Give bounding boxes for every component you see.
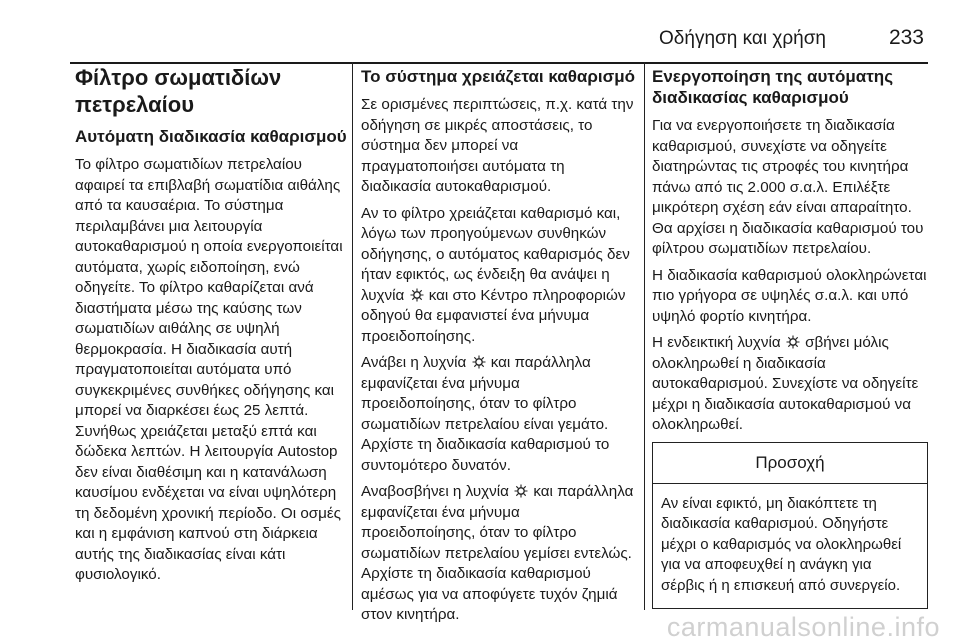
- column-3: [652, 60, 928, 609]
- column-1: [75, 60, 347, 592]
- paragraph: [361, 204, 637, 348]
- column-divider: [644, 62, 645, 610]
- diesel-particle-filter-lamp-icon: [514, 484, 528, 498]
- paragraph-text: Αναβοσβήνει η λυχνία: [361, 483, 509, 500]
- subheading-auto-cleaning: Αυτόματη διαδικασία καθαρισμού: [75, 127, 347, 146]
- column-divider: [352, 62, 353, 610]
- caution-body: [653, 484, 927, 609]
- page-number: 233: [888, 26, 924, 49]
- section-title: Οδήγηση και χρήση: [659, 28, 826, 49]
- diesel-particle-filter-lamp-icon: [410, 288, 424, 302]
- paragraph-text: και παράλληλα εμφανίζεται ένα μήνυμα προειδοποίησης, όταν το φίλτρο σωματιδίων πετρελαίου είναι γεμάτο. Αρχίστε τη διαδικασία καθαρισμού το συντομότερο δυνατόν.: [361, 354, 610, 474]
- paragraph: Για να ενεργοποιήσετε τη διαδικασία καθαρισμού, συνεχίστε να οδηγείτε διατηρώντας τις στροφές του κινητήρα πάνω από τις 2.000 σ.α.λ. Επιλέξτε μικρότερη σχέση εάν είναι απαραίτητο. Θα αρχίσει η διαδικασία καθαρισμού του φίλτρου σωματιδίων πετρελαίου.: [652, 117, 924, 257]
- paragraph-text: Η ενδεικτική λυχνία: [652, 334, 781, 351]
- diesel-particle-filter-lamp-icon: [786, 335, 800, 349]
- caution-title: Προσοχή: [653, 443, 927, 484]
- subheading-activation: [652, 66, 928, 108]
- caution-text: Αν είναι εφικτό, μη διακόπτετε τη διαδικασία καθαρισμού. Οδηγήστε μέχρι ο καθαρισμός να ολοκληρωθεί για να αποφευχθεί η ανάγκη για σέρβις ή η επισκευή από συνεργείο.: [661, 494, 902, 594]
- paragraph: Η διαδικασία καθαρισμού ολοκληρώνεται πιο γρήγορα σε υψηλές σ.α.λ. και υπό υψηλό φορτίο κινητήρα.: [652, 266, 927, 325]
- paragraph-text: και παράλληλα εμφανίζεται ένα μήνυμα προειδοποίησης, όταν το φίλτρο σωματιδίων πετρελαίου γεμίσει εντελώς. Αρχίστε τη διαδικασία καθαρισμού αμέσως για να αποφύγετε τυχόν ζημιά στον κινητήρα.: [361, 483, 634, 623]
- paragraph-text: σβήνει μόλις ολοκληρωθεί η διαδικασία αυτοκαθαρισμού. Συνεχίστε να οδηγείτε μέχρι η διαδικασία αυτοκαθαρισμού να ολοκληρωθεί.: [652, 334, 919, 433]
- subheading-line-2: διαδικασίας καθαρισμού: [652, 88, 849, 107]
- diesel-particle-filter-lamp-icon: [472, 355, 486, 369]
- paragraph: Σε ορισμένες περιπτώσεις, π.χ. κατά την οδήγηση σε μικρές αποστάσεις, το σύστημα δεν μπορεί να πραγματοποιήσει αυτόματα τη διαδικασία αυτοκαθαρισμού.: [361, 96, 634, 195]
- page-header: [70, 22, 928, 64]
- paragraph-text: Ανάβει η λυχνία: [361, 354, 467, 371]
- subheading-line-1: Ενεργοποίηση της αυτόματης: [652, 67, 894, 86]
- paragraph: [361, 482, 637, 626]
- paragraph-text: Αν το φίλτρο χρειάζεται καθαρισμό και, λόγω των προηγούμενων συνθηκών οδήγησης, ο αυτόματος καθαρισμός δεν ήταν εφικτός, ως ένδειξη θα ανάψει η λυχνία: [361, 204, 630, 304]
- heading-line-1: Φίλτρο σωματιδίων: [75, 65, 282, 90]
- page-heading: [75, 64, 347, 118]
- paragraph: [652, 333, 928, 436]
- caution-box: [652, 442, 928, 610]
- paragraph: Το φίλτρο σωματιδίων πετρελαίου αφαιρεί τα επιβλαβή σωματίδια αιθάλης από τα καυσαέρια. Το σύστημα περιλαμβάνει μια λειτουργία αυτοκαθαρισμού η οποία ενεργοποιείται αυτόματα, χωρίς ειδοποίηση, ενώ οδηγείτε. Το φίλτρο καθαρίζεται ανά διαστήματα μέσω της καύσης των σωματιδίων αιθάλης σε υψηλή θερμοκρασία. Η διαδικασία αυτή πραγματοποιείται αυτόματα υπό συγκεκριμένες συνθήκες οδήγησης και μπορεί να διαρκέσει έως 25 λεπτά. Συνήθως χρειάζεται μεταξύ επτά και δώδεκα λεπτών. Η λειτουργία Autostop δεν είναι διαθέσιμη και η κατανάλωση καυσίμου ενδέχεται να είναι υψηλότερη τη δεδομένη χρονική περίοδο. Οι οσμές και η εμφάνιση καπνού στη διάρκεια αυτής της διαδικασίας είναι κάτι φυσιολογικό.: [75, 156, 343, 583]
- column-2: [361, 60, 637, 632]
- heading-line-2: πετρελαίου: [75, 92, 195, 117]
- paragraph: [361, 353, 637, 476]
- watermark: carmanualsonline.info: [666, 612, 940, 642]
- paragraph-text: και στο Κέντρο πληροφοριών οδηγού θα εμφανιστεί ένα μήνυμα προειδοποίησης.: [361, 286, 626, 345]
- subheading-needs-cleaning: Το σύστημα χρειάζεται καθαρισμό: [361, 67, 636, 86]
